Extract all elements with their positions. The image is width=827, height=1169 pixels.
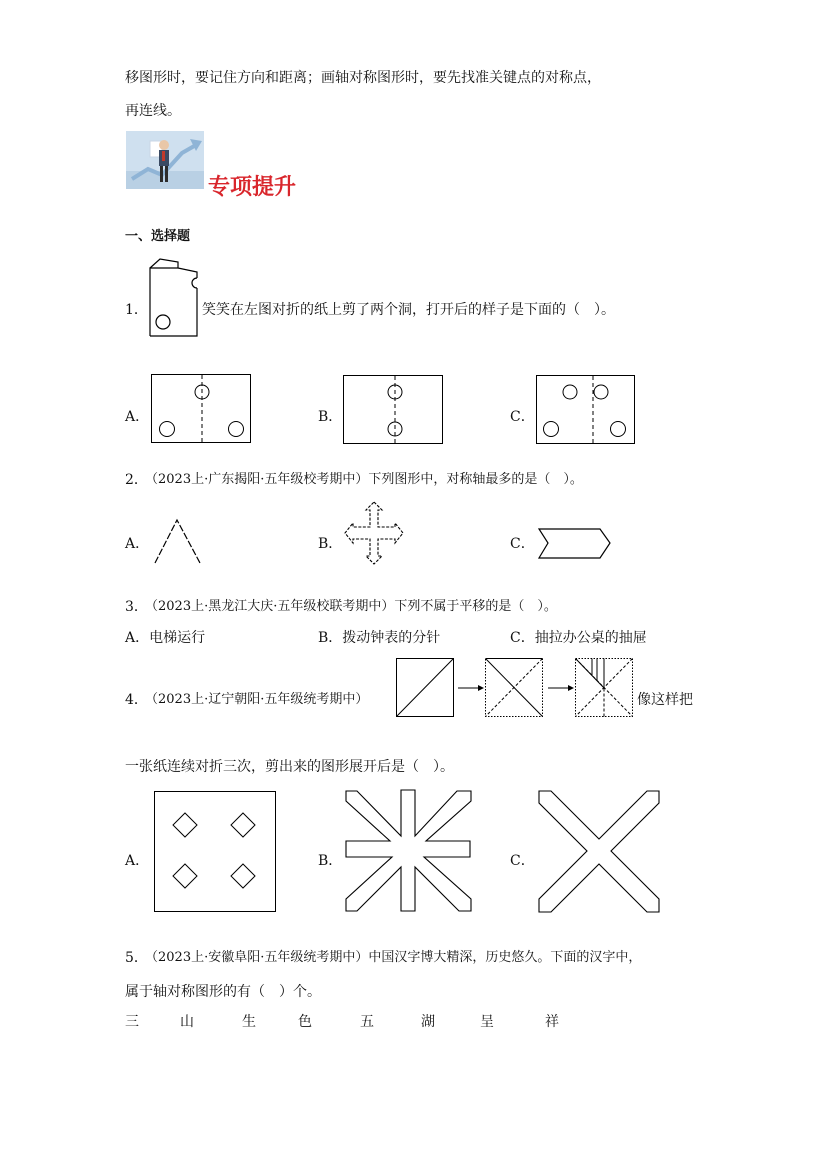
- q1-option-a[interactable]: A．: [125, 409, 150, 425]
- person-chart-icon: [126, 131, 204, 189]
- q4-text-tail: 像这样把: [637, 692, 693, 708]
- q3-text: （2023上·黑龙江大庆·五年级校联考期中）下列不属于平移的是（ ）。: [145, 599, 557, 614]
- q3-number: 3．: [125, 599, 148, 615]
- q3-option-c[interactable]: C．抽拉办公桌的抽屉: [510, 630, 647, 646]
- q1-number: 1．: [125, 302, 148, 318]
- q5-char: 山: [180, 1014, 194, 1030]
- q4-option-b-figure[interactable]: [345, 789, 472, 913]
- q3-option-a[interactable]: A．电梯运行: [125, 630, 206, 646]
- banner-title: 专项提升: [208, 175, 297, 200]
- q5-text: （2023上·安徽阜阳·五年级统考期中）中国汉字博大精深，历史悠久。下面的汉字中，: [145, 950, 642, 965]
- q2-number: 2．: [125, 472, 148, 488]
- q5-char: 色: [298, 1014, 312, 1030]
- q4-option-a-figure[interactable]: [154, 791, 277, 913]
- intro-line-1: 移图形时，要记住方向和距离；画轴对称图形时，要先找准关键点的对称点，: [125, 70, 601, 86]
- q5-number: 5．: [125, 950, 148, 966]
- q2-option-c[interactable]: C．: [510, 536, 535, 552]
- banner-illustration: [126, 131, 204, 189]
- q1-folded-paper-figure: [146, 258, 202, 338]
- q1-text: 笑笑在左图对折的纸上剪了两个洞，打开后的样子是下面的（ ）。: [202, 302, 615, 318]
- q4-folding-steps-figure: [396, 658, 636, 718]
- q2-option-b-figure[interactable]: [344, 501, 404, 565]
- q2-option-b[interactable]: B．: [318, 536, 343, 552]
- q2-text: （2023上·广东揭阳·五年级校考期中）下列图形中，对称轴最多的是（ ）。: [145, 472, 583, 487]
- q5-char: 祥: [545, 1014, 559, 1030]
- intro-line-2: 再连线。: [125, 103, 181, 119]
- q3-option-b[interactable]: B．拨动钟表的分针: [318, 630, 441, 646]
- q2-option-a-figure[interactable]: [154, 519, 202, 565]
- q1-option-c[interactable]: C．: [510, 409, 535, 425]
- section-heading: 一、选择题: [125, 229, 191, 244]
- q2-option-c-figure[interactable]: [538, 528, 612, 560]
- q1-option-c-figure[interactable]: [536, 375, 636, 445]
- q4-option-c-figure[interactable]: [538, 790, 661, 914]
- q5-char: 五: [360, 1014, 374, 1030]
- q5-text-line-2: 属于轴对称图形的有（ ）个。: [125, 984, 321, 1000]
- q5-char: 湖: [421, 1014, 435, 1030]
- q4-number: 4．: [125, 692, 148, 708]
- q4-text-line-2: 一张纸连续对折三次，剪出来的图形展开后是（ ）。: [125, 759, 454, 775]
- q1-option-a-figure[interactable]: [151, 374, 252, 444]
- q4-text: （2023上·辽宁朝阳·五年级统考期中）: [145, 692, 369, 707]
- q1-option-b[interactable]: B．: [318, 409, 343, 425]
- q5-char: 生: [242, 1014, 256, 1030]
- q4-option-a[interactable]: A．: [125, 853, 150, 869]
- q5-char: 三: [125, 1014, 139, 1030]
- q1-option-b-figure[interactable]: [343, 375, 444, 445]
- q4-option-c[interactable]: C．: [510, 853, 535, 869]
- q5-char: 呈: [480, 1014, 494, 1030]
- q2-option-a[interactable]: A．: [125, 536, 150, 552]
- q4-option-b[interactable]: B．: [318, 853, 343, 869]
